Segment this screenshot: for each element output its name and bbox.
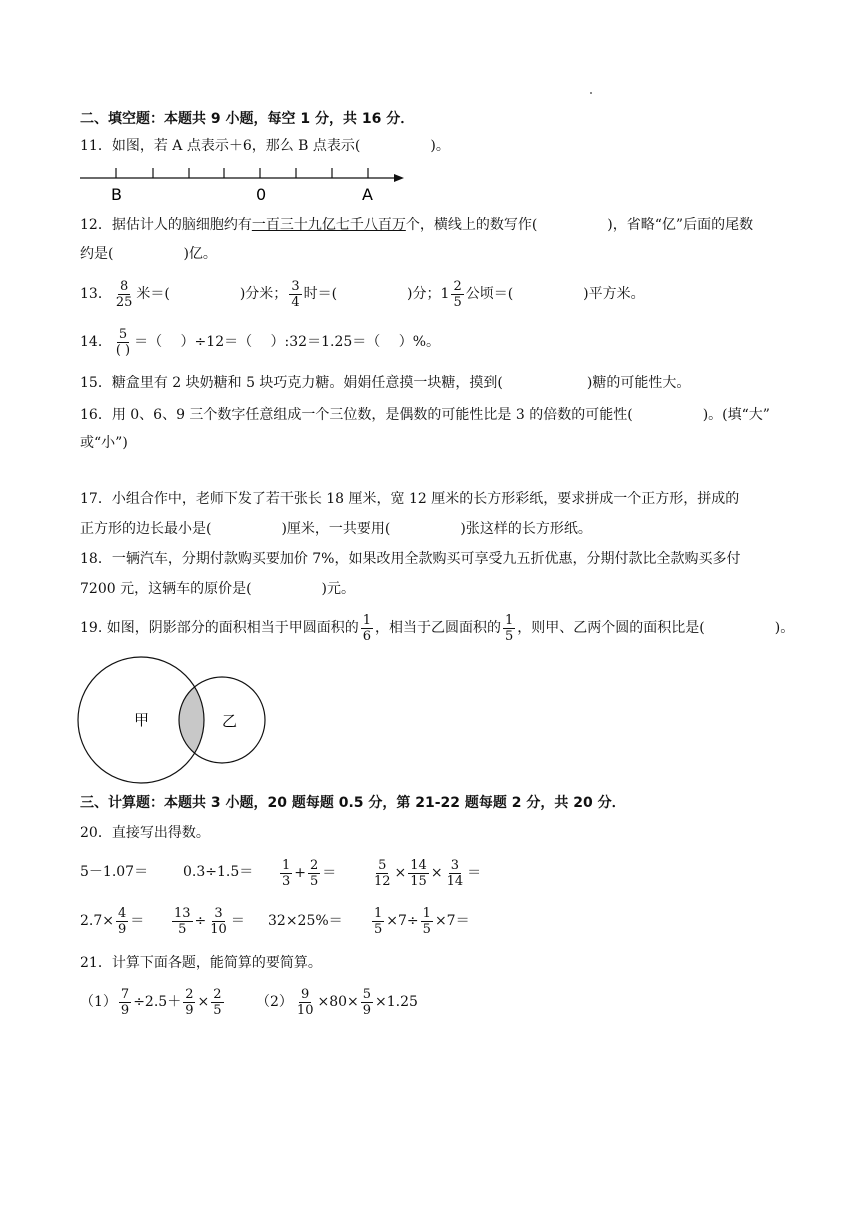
question-18-line-1: 18．一辆汽车，分期付款购买要加价 7%，如果改用全款购买可享受九五折优惠，分期付款比全款购买多付 <box>80 551 741 567</box>
circle-jia-label: 甲 <box>134 711 150 729</box>
question-13-part-1: 米＝( )分米； <box>136 286 288 302</box>
question-14 <box>80 324 440 360</box>
question-21-title: 21．计算下面各题，能简算的要简算。 <box>80 955 322 971</box>
fraction: $\frac{14}{15}$ <box>410 857 427 889</box>
label-zero: 0 <box>256 185 267 204</box>
expr-8: $\frac{1}{5}$ ×7÷ $\frac{1}{5}$ ×7＝ <box>374 905 470 937</box>
question-13-part-3: 公顷＝( )平方米。 <box>465 286 645 302</box>
fraction: $\frac{3}{4}$ <box>291 278 300 310</box>
question-16-line-1: 16．用 0、6、9 三个数字任意组成一个三位数，是偶数的可能性比是 3 的倍数的可能性( )。(填“大” <box>80 407 770 423</box>
question-17-line-2: 正方形的边长最小是( )厘米，一共要用( )张这样的长方形纸。 <box>80 521 592 537</box>
expr-7: 32×25%＝ <box>268 913 343 929</box>
fraction: $\frac{5}{9}$ <box>362 986 372 1018</box>
question-12-post: 个，横线上的数写作( )，省略“亿”后面的尾数 <box>405 217 754 233</box>
question-12-pre: 12．据估计人的脑细胞约有 <box>80 217 252 233</box>
question-20-title: 20．直接写出得数。 <box>80 825 210 841</box>
question-16-line-2: 或“小”) <box>80 435 128 451</box>
question-12-underlined: 一百三十九亿七千八百万 <box>251 217 406 233</box>
question-12-line-2: 约是( )亿。 <box>80 246 217 262</box>
fraction: $\frac{2}{9}$ <box>185 986 194 1018</box>
question-14-rest: ＝（ ）÷12＝（ ）:32＝1.25＝（ ）%。 <box>134 334 441 350</box>
label-a: A <box>362 185 373 204</box>
circles-diagram <box>76 656 276 786</box>
section-3-header: 三、计算题：本题共 3 小题，20 题每题 0.5 分，第 21-22 题每题 2 分，共 20 分． <box>80 795 626 811</box>
question-19-pre: 19. 如图，阴影部分的面积相当于甲圆面积的 <box>80 620 359 636</box>
fraction: $\frac{5}{12}$ <box>374 857 391 889</box>
fraction: $\frac{3}{10}$ <box>210 905 227 937</box>
number-line-ticks <box>116 168 368 178</box>
question-17-line-1: 17．小组合作中，老师下发了若干张长 18 厘米，宽 12 厘米的长方形彩纸，要求拼成一个正方形，拼成的 <box>80 491 740 507</box>
expr-6: $\frac{13}{5}$ ÷ $\frac{3}{10}$ ＝ <box>174 905 245 937</box>
question-18-line-2: 7200 元，这辆车的原价是( )元。 <box>80 581 356 597</box>
fraction: $\frac{8}{25}$ <box>115 278 133 310</box>
fraction: $\frac{13}{5}$ <box>174 905 191 937</box>
question-21-part-1: （1） $\frac{7}{9}$ ÷2.5＋ $\frac{2}{9}$ × $\frac{2}{5}$ <box>80 986 222 1018</box>
question-14-number: 14． <box>80 334 112 350</box>
question-19 <box>80 610 794 646</box>
label-b: B <box>111 185 122 204</box>
fraction: $\frac{2}{5}$ <box>213 986 222 1018</box>
question-13-part-2: 时＝( )分；1 <box>303 286 450 302</box>
question-19-mid: ，相当于乙圆面积的 <box>375 620 501 636</box>
fraction: $\frac{3}{14}$ <box>446 857 464 889</box>
fraction: $\frac{4}{9}$ <box>118 905 127 937</box>
question-15: 15．糖盒里有 2 块奶糖和 5 块巧克力糖。娟娟任意摸一块糖，摸到( )糖的可能性大。 <box>80 375 691 391</box>
expr-5: 2.7× $\frac{4}{9}$ ＝ <box>80 905 145 937</box>
fraction: $\frac{1}{5}$ <box>374 905 383 937</box>
fraction: $\frac{2}{5}$ <box>310 857 319 889</box>
fraction: $\frac{1}{3}$ <box>282 857 291 889</box>
fraction: $\frac{7}{9}$ <box>120 986 130 1018</box>
question-13 <box>80 276 645 312</box>
expr-2: 0.3÷1.5＝ <box>183 864 254 880</box>
section-2-header: 二、填空题：本题共 9 小题，每空 1 分，共 16 分． <box>80 111 415 127</box>
fraction: $\frac{1}{6}$ <box>362 612 371 644</box>
scan-mark <box>590 92 592 94</box>
number-line <box>76 160 416 206</box>
question-11: 11．如图，若 A 点表示＋6，那么 B 点表示( )。 <box>80 138 450 154</box>
fraction: $\frac{1}{5}$ <box>422 905 431 937</box>
question-12-line-1 <box>80 216 753 234</box>
expr-1: 5－1.07＝ <box>80 864 149 880</box>
question-19-post: ，则甲、乙两个圆的面积比是( )。 <box>517 620 795 636</box>
circle-yi-label: 乙 <box>222 712 238 730</box>
fraction: $\frac{2}{5}$ <box>453 278 462 310</box>
fraction: $\frac{1}{5}$ <box>505 612 514 644</box>
fraction: $\frac{5}{( )}$ <box>115 326 131 358</box>
fraction: $\frac{9}{10}$ <box>296 986 314 1018</box>
question-13-number: 13． <box>80 286 112 302</box>
expr-4: $\frac{5}{12}$ × $\frac{14}{15}$ × $\frac{3}{14}$ ＝ <box>374 857 482 889</box>
expr-3: $\frac{1}{3}$ + $\frac{2}{5}$ ＝ <box>282 857 337 889</box>
question-21-part-2: （2） $\frac{9}{10}$ ×80× $\frac{5}{9}$ ×1.25 <box>256 986 418 1018</box>
